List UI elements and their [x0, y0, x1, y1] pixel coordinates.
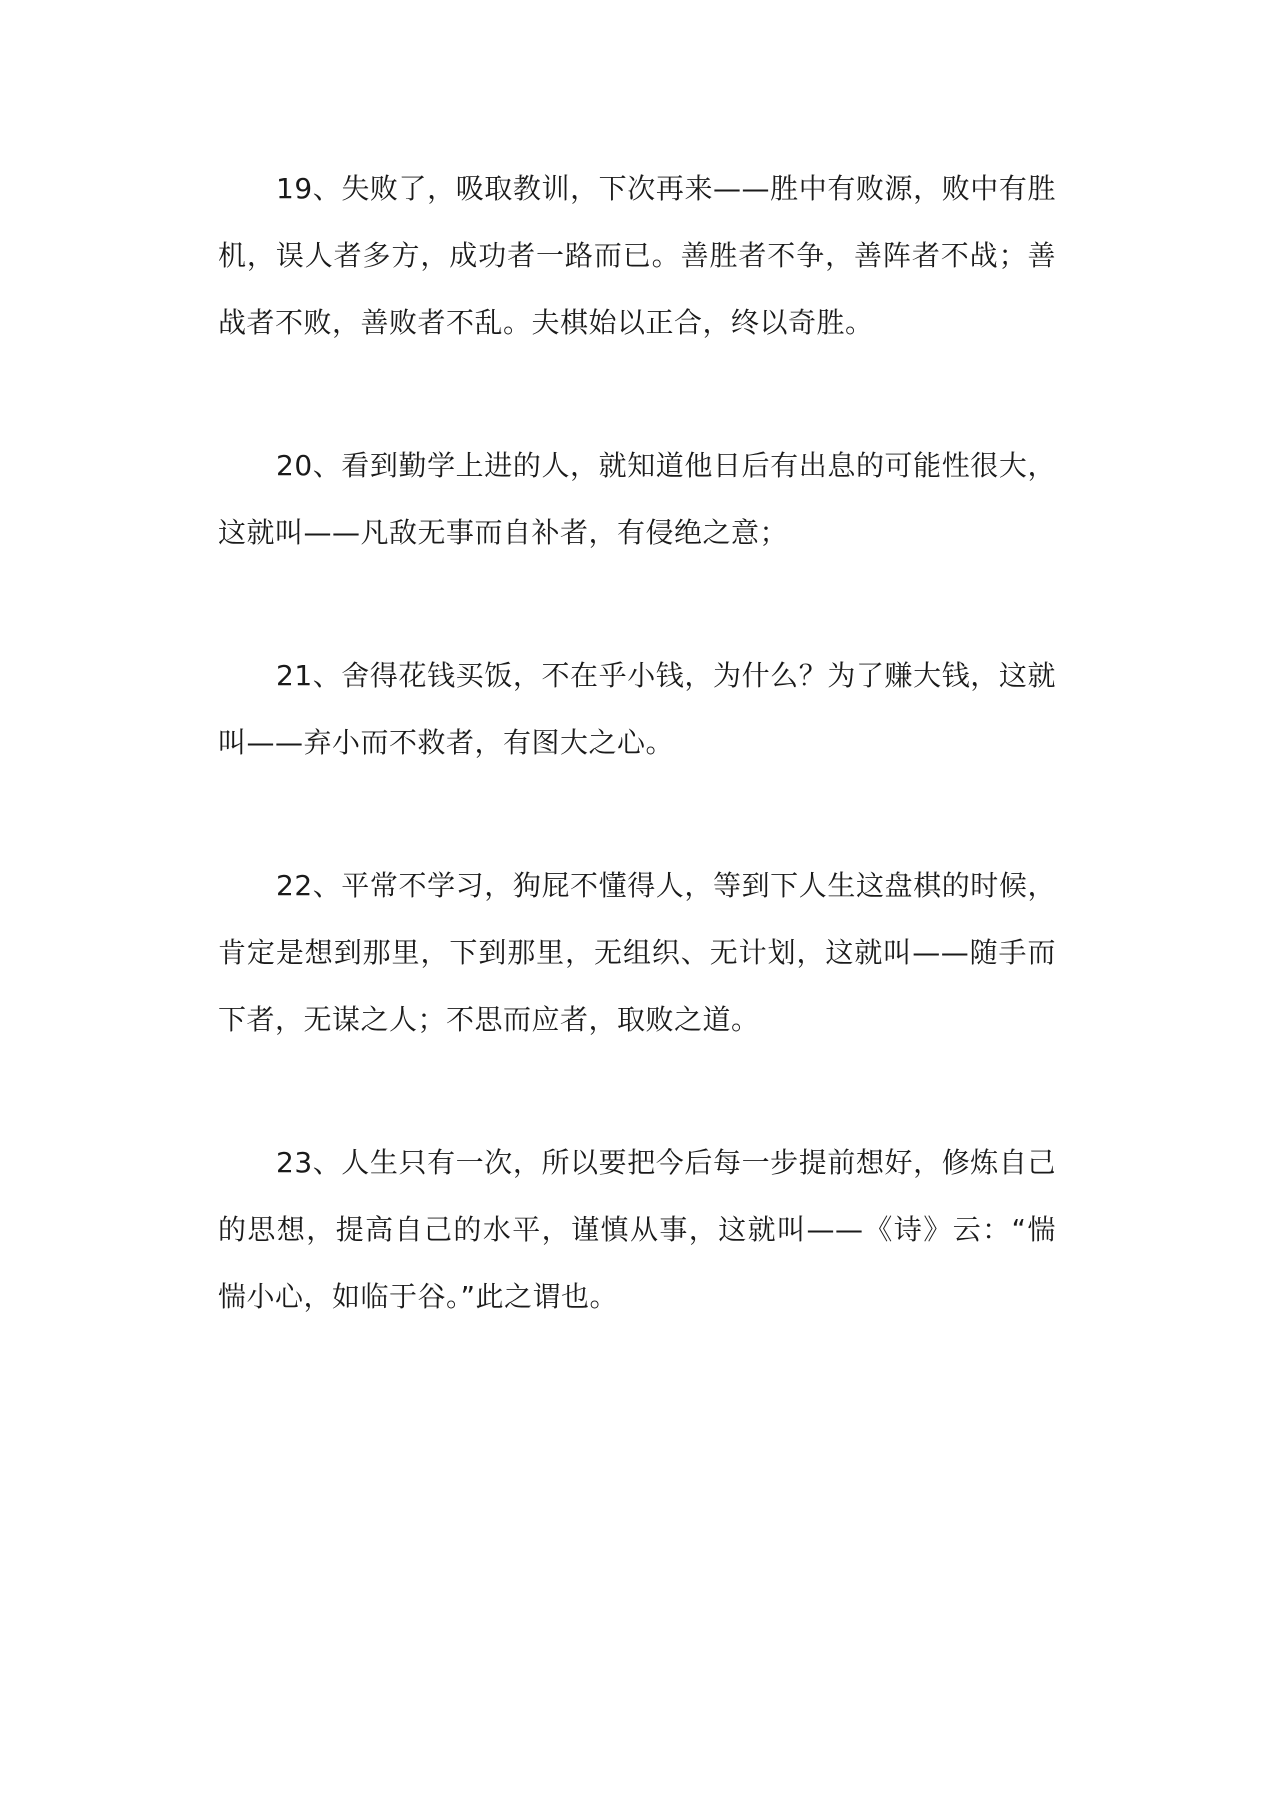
- document-body: [218, 155, 1056, 1406]
- paragraph-21: 21、舍得花钱买饭，不在乎小钱，为什么？为了赚大钱，这就叫——弃小而不救者，有图大之心。: [218, 659, 1056, 759]
- paragraph-22: 22、平常不学习，狗屁不懂得人，等到下人生这盘棋的时候，肯定是想到那里，下到那里，无组织、无计划，这就叫——随手而下者，无谋之人；不思而应者，取败之道。: [218, 869, 1056, 1036]
- paragraph-23: 23、人生只有一次，所以要把今后每一步提前想好，修炼自己的思想，提高自己的水平，谨慎从事，这就叫——《诗》云：“惴惴小心，如临于谷。”此之谓也。: [218, 1146, 1056, 1313]
- paragraph-20: 20、看到勤学上进的人，就知道他日后有出息的可能性很大，这就叫——凡敌无事而自补者，有侵绝之意；: [218, 449, 1056, 549]
- paragraph-19: 19、失败了，吸取教训，下次再来——胜中有败源，败中有胜机，误人者多方，成功者一路而已。善胜者不争，善阵者不战；善战者不败，善败者不乱。夫棋始以正合，终以奇胜。: [218, 172, 1056, 339]
